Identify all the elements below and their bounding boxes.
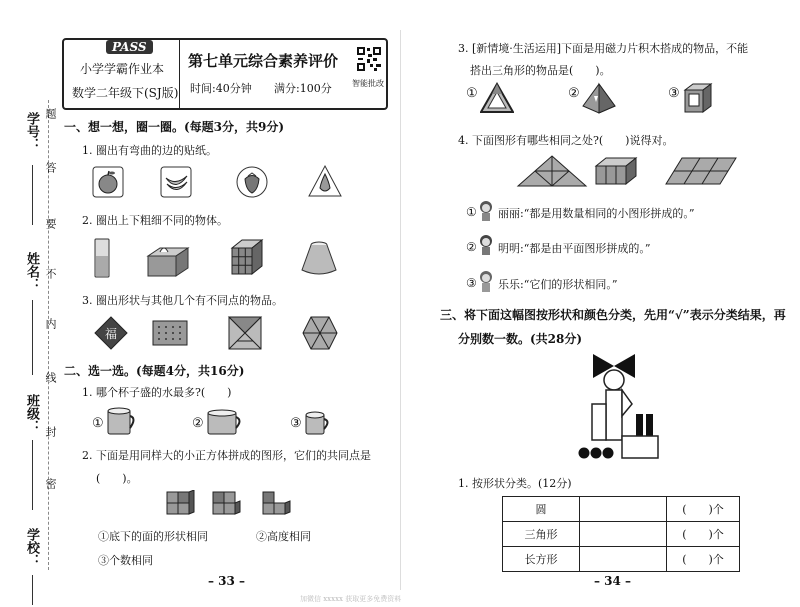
magnet-option-1[interactable]: ① xyxy=(466,86,478,101)
class-label: 班级： xyxy=(24,394,39,433)
cup-option-1[interactable]: ① xyxy=(92,416,104,431)
header-box xyxy=(62,38,388,110)
exam-time: 时间:40分钟 xyxy=(190,82,252,95)
series-name: 小学学霸作业本 xyxy=(80,62,165,76)
question-2-2-blank: ( )。 xyxy=(96,472,138,485)
row-label-circle: 圆 xyxy=(503,497,580,522)
banana-sticker-icon[interactable] xyxy=(160,166,192,198)
section-2-heading: 二、选一选。(每题4分，共16分) xyxy=(64,364,245,378)
shape-count-table xyxy=(502,496,740,572)
question-r3-line2: 搭出三角形的物品是( )。 xyxy=(470,64,611,77)
magnetic-cube-toy-icon xyxy=(682,82,714,114)
seal-char: 内 xyxy=(44,318,57,329)
table-row xyxy=(503,522,740,547)
magnet-option-2[interactable]: ② xyxy=(568,86,580,101)
question-2-1: 1. 哪个杯子盛的水最多?( ) xyxy=(82,386,232,399)
seal-char: 线 xyxy=(44,372,57,383)
apple-sticker-icon[interactable] xyxy=(92,166,124,198)
row-label-triangle: 三角形 xyxy=(503,522,580,547)
student-number-label: 学号： xyxy=(24,112,39,151)
qr-caption: 智能批改 xyxy=(352,79,384,88)
seal-char: 要 xyxy=(44,218,57,229)
seal-char: 题 xyxy=(44,108,57,119)
speaker-2-num[interactable]: ② xyxy=(466,240,477,254)
cuboid-figure-icon xyxy=(594,156,638,186)
magnetic-pyramid-toy-icon xyxy=(582,82,616,114)
watermark: 加微信 xxxxx 获取更多免费资料 xyxy=(300,595,402,603)
page-title: 第七单元综合素养评价 xyxy=(188,52,339,70)
cup-icon xyxy=(206,408,244,436)
speaker-2-text: 明明:“都是由平面图形拼成的。” xyxy=(498,242,651,255)
tangram-square-icon[interactable] xyxy=(226,316,266,350)
count-cell[interactable]: ( )个 xyxy=(667,522,740,547)
glass-icon[interactable] xyxy=(94,238,110,278)
biscuit-icon[interactable] xyxy=(152,320,188,346)
child-avatar-icon xyxy=(478,270,494,294)
triangle-figure-icon xyxy=(516,154,588,188)
cup-option-2[interactable]: ② xyxy=(192,416,204,431)
school-label: 学校： xyxy=(24,528,39,567)
cube-stack-c-icon xyxy=(262,490,294,516)
speaker-1-text: 丽丽:“都是用数量相同的小图形拼成的。” xyxy=(498,207,695,220)
girl-avatar-icon xyxy=(478,200,494,222)
page-number-right: – 34 – xyxy=(594,574,632,588)
hexagon-tile-icon[interactable] xyxy=(302,316,338,350)
table-row xyxy=(503,497,740,522)
shape-robot-figure xyxy=(570,352,670,464)
cube-stack-a-icon xyxy=(166,490,196,516)
school-line xyxy=(32,575,33,605)
seal-char: 答 xyxy=(44,162,57,173)
question-2-2: 2. 下面是用同样大的小正方体拼成的图形，它们的共同点是 xyxy=(82,449,371,462)
speaker-1-num[interactable]: ① xyxy=(466,205,477,219)
rubiks-cube-icon[interactable] xyxy=(228,238,266,276)
cup-option-3[interactable]: ③ xyxy=(290,416,302,431)
section-3-heading-2: 分别数一数。(共28分) xyxy=(458,332,583,346)
page-number-left: – 33 – xyxy=(208,574,246,588)
magnet-option-3[interactable]: ③ xyxy=(668,86,680,101)
full-score: 满分:100分 xyxy=(274,82,332,95)
cup-icon xyxy=(304,410,332,436)
seal-char: 封 xyxy=(44,426,57,437)
question-r4: 4. 下面图形有哪些相同之处?( )说得对。 xyxy=(458,134,674,147)
cube-stack-b-icon xyxy=(212,490,242,516)
qr-code-icon xyxy=(356,46,382,72)
count-cell[interactable]: ( )个 xyxy=(667,497,740,522)
question-1-1: 1. 圈出有弯曲的边的贴纸。 xyxy=(82,144,217,157)
brand-logo: PASS xyxy=(106,40,153,54)
table-row xyxy=(503,547,740,572)
question-1-2: 2. 圈出上下粗细不同的物体。 xyxy=(82,214,228,227)
page-divider xyxy=(400,30,401,590)
speaker-3-text: 乐乐:“它们的形状相同。” xyxy=(498,278,618,291)
q2-2-option-2[interactable]: ②高度相同 xyxy=(256,530,311,543)
tissue-box-icon[interactable] xyxy=(146,244,190,278)
boy-avatar-icon xyxy=(478,234,494,256)
section-3-heading: 三、将下面这幅图按形状和颜色分类，先用“√”表示分类结果，再 xyxy=(440,308,786,322)
q2-2-option-3[interactable]: ③个数相同 xyxy=(98,554,153,567)
cup-icon xyxy=(106,406,138,436)
grade-edition: 数学二年级下(SJ版) xyxy=(72,86,179,100)
tick-cell[interactable] xyxy=(580,522,667,547)
seal-char: 不 xyxy=(44,268,57,279)
pear-sticker-icon[interactable] xyxy=(308,164,342,198)
student-number-line xyxy=(32,165,33,225)
svg-text:福: 福 xyxy=(104,327,118,341)
speaker-3-num[interactable]: ③ xyxy=(466,276,477,290)
parallelogram-figure-icon xyxy=(664,156,738,186)
seal-char: 密 xyxy=(44,478,57,489)
student-name-label: 姓名： xyxy=(24,252,39,291)
tick-cell[interactable] xyxy=(580,547,667,572)
question-r3-line1: 3. [新情境·生活运用]下面是用磁力片积木搭成的物品，不能 xyxy=(458,42,749,55)
tick-cell[interactable] xyxy=(580,497,667,522)
lampshade-icon[interactable] xyxy=(300,240,338,276)
section-1-heading: 一、想一想，圈一圈。(每题3分，共9分) xyxy=(64,120,285,134)
row-label-rectangle: 长方形 xyxy=(503,547,580,572)
fu-diamond-sticker[interactable] xyxy=(94,316,128,350)
header-divider xyxy=(179,40,180,108)
question-1-3: 3. 圈出形状与其他几个有不同点的物品。 xyxy=(82,294,283,307)
question-s3-1: 1. 按形状分类。(12分) xyxy=(458,477,572,490)
student-name-line xyxy=(32,300,33,375)
q2-2-option-1[interactable]: ①底下的面的形状相同 xyxy=(98,530,208,543)
count-cell[interactable]: ( )个 xyxy=(667,547,740,572)
class-line xyxy=(32,440,33,510)
strawberry-sticker-icon[interactable] xyxy=(236,166,268,198)
magnetic-triangle-toy-icon xyxy=(480,82,514,114)
